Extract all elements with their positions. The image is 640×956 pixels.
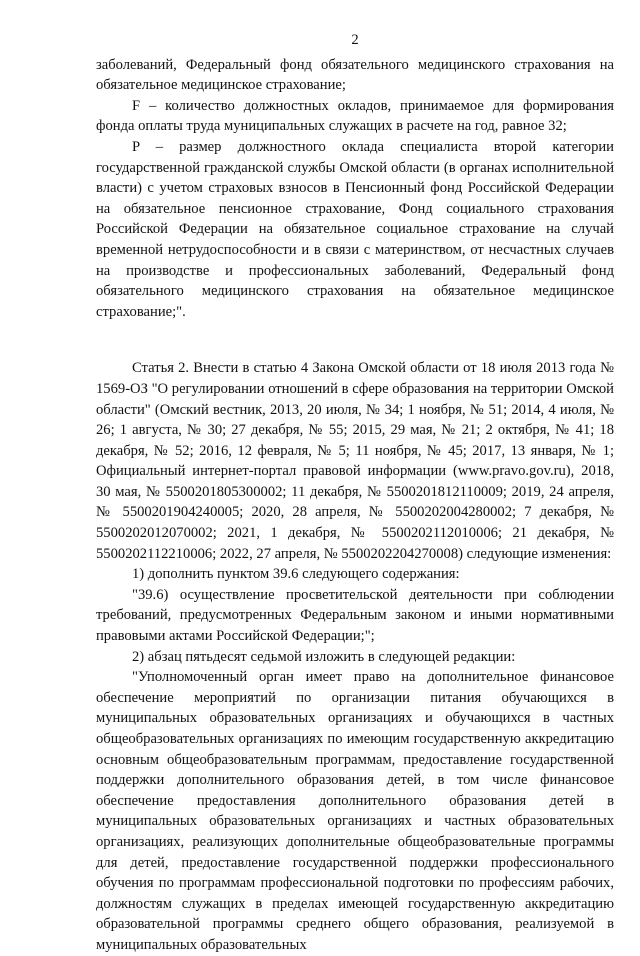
paragraph-item-1: 1) дополнить пунктом 39.6 следующего содержания: [132,566,460,583]
paragraph-f-definition: F – количество должностных окладов, принимаемое для формирования фонда оплаты труда муниципальных служащих в расчете на год, равное 32; [96,97,614,135]
paragraph-item-2: 2) абзац пятьдесят седьмой изложить в следующей редакции: [132,648,516,665]
page-number: 2 [351,32,359,48]
paragraph-p-definition: P – размер должностного оклада специалиста второй категории государственной гражданской службы Омской области (в органах исполнительной власти) с учетом страховых взносов в Пенсионный фонд Российской Федерации на обязательное пенсионное страхование, Фонд социального страхования Российской Федерации на обязательное социальное страхование на случай временной нетрудоспособности и в связи с материнством, от несчастных случаев на производстве и профессиональных заболеваний, Федеральный фонд обязательного медицинского страхования на обязательное медицинское страхование;". [96,138,614,320]
paragraph-article-2: Статья 2. Внести в статью 4 Закона Омской области от 18 июля 2013 года № 1569-ОЗ "О регулировании отношений в сфере образования на территории Омской области" (Омский вестник, 2013, 20 июля, № 34; 1 ноября, № 51; 2014, 4 июля, № 26; 1 августа, № 30; 27 декабря, № 55; 2015, 29 мая, № 21; 2 октября, № 41; 18 декабря, № 52; 2016, 12 февраля, № 5; 11 ноября, № 45; 2017, 13 января, № 1; Официальный интернет-портал правовой информации (www.pravo.gov.ru), 2018, 30 мая, № 5500201805300002; 11 декабря, № 5500201812110009; 2019, 24 апреля, № 5500201904240005; 2020, 28 апреля, № 5500202004280002; 7 декабря, № 5500202012070002; 2021, 1 декабря, № 5500202112010006; 21 декабря, № 5500202112210006; 2022, 27 апреля, № 5500202204270008) следующие изменения: [96,360,614,562]
paragraph-continuation: заболеваний, Федеральный фонд обязательного медицинского страхования на обязательное медицинское страхование; [96,56,614,94]
paragraph-new-wording: "Уполномоченный орган имеет право на дополнительное финансовое обеспечение мероприятий по организации питания обучающихся в муниципальных образовательных организациях и обучающихся в частных общеобразовательных организациях по имеющим государственную аккредитацию основным общеобразовательным программам, предоставление государственной поддержки дополнительного образования детей, в том числе финансовое обеспечение предоставления дополнительного образования детей в муниципальных образовательных организациях и частных образовательных организациях, реализующих дополнительные общеобразовательные программы для детей, предоставление государственной поддержки профессионального обучения по программам профессиональной подготовки по профессиям рабочих, должностям служащих в пределах имеющей государственную аккредитацию образовательной программы среднего общего образования, реализуемой в муниципальных образовательных [96,669,614,953]
paragraph-item-39-6: "39.6) осуществление просветительской деятельности при соблюдении требований, предусмотренных Федеральным законом и иными нормативными правовыми актами Российской Федерации;"; [96,586,614,645]
section-gap [96,322,614,358]
